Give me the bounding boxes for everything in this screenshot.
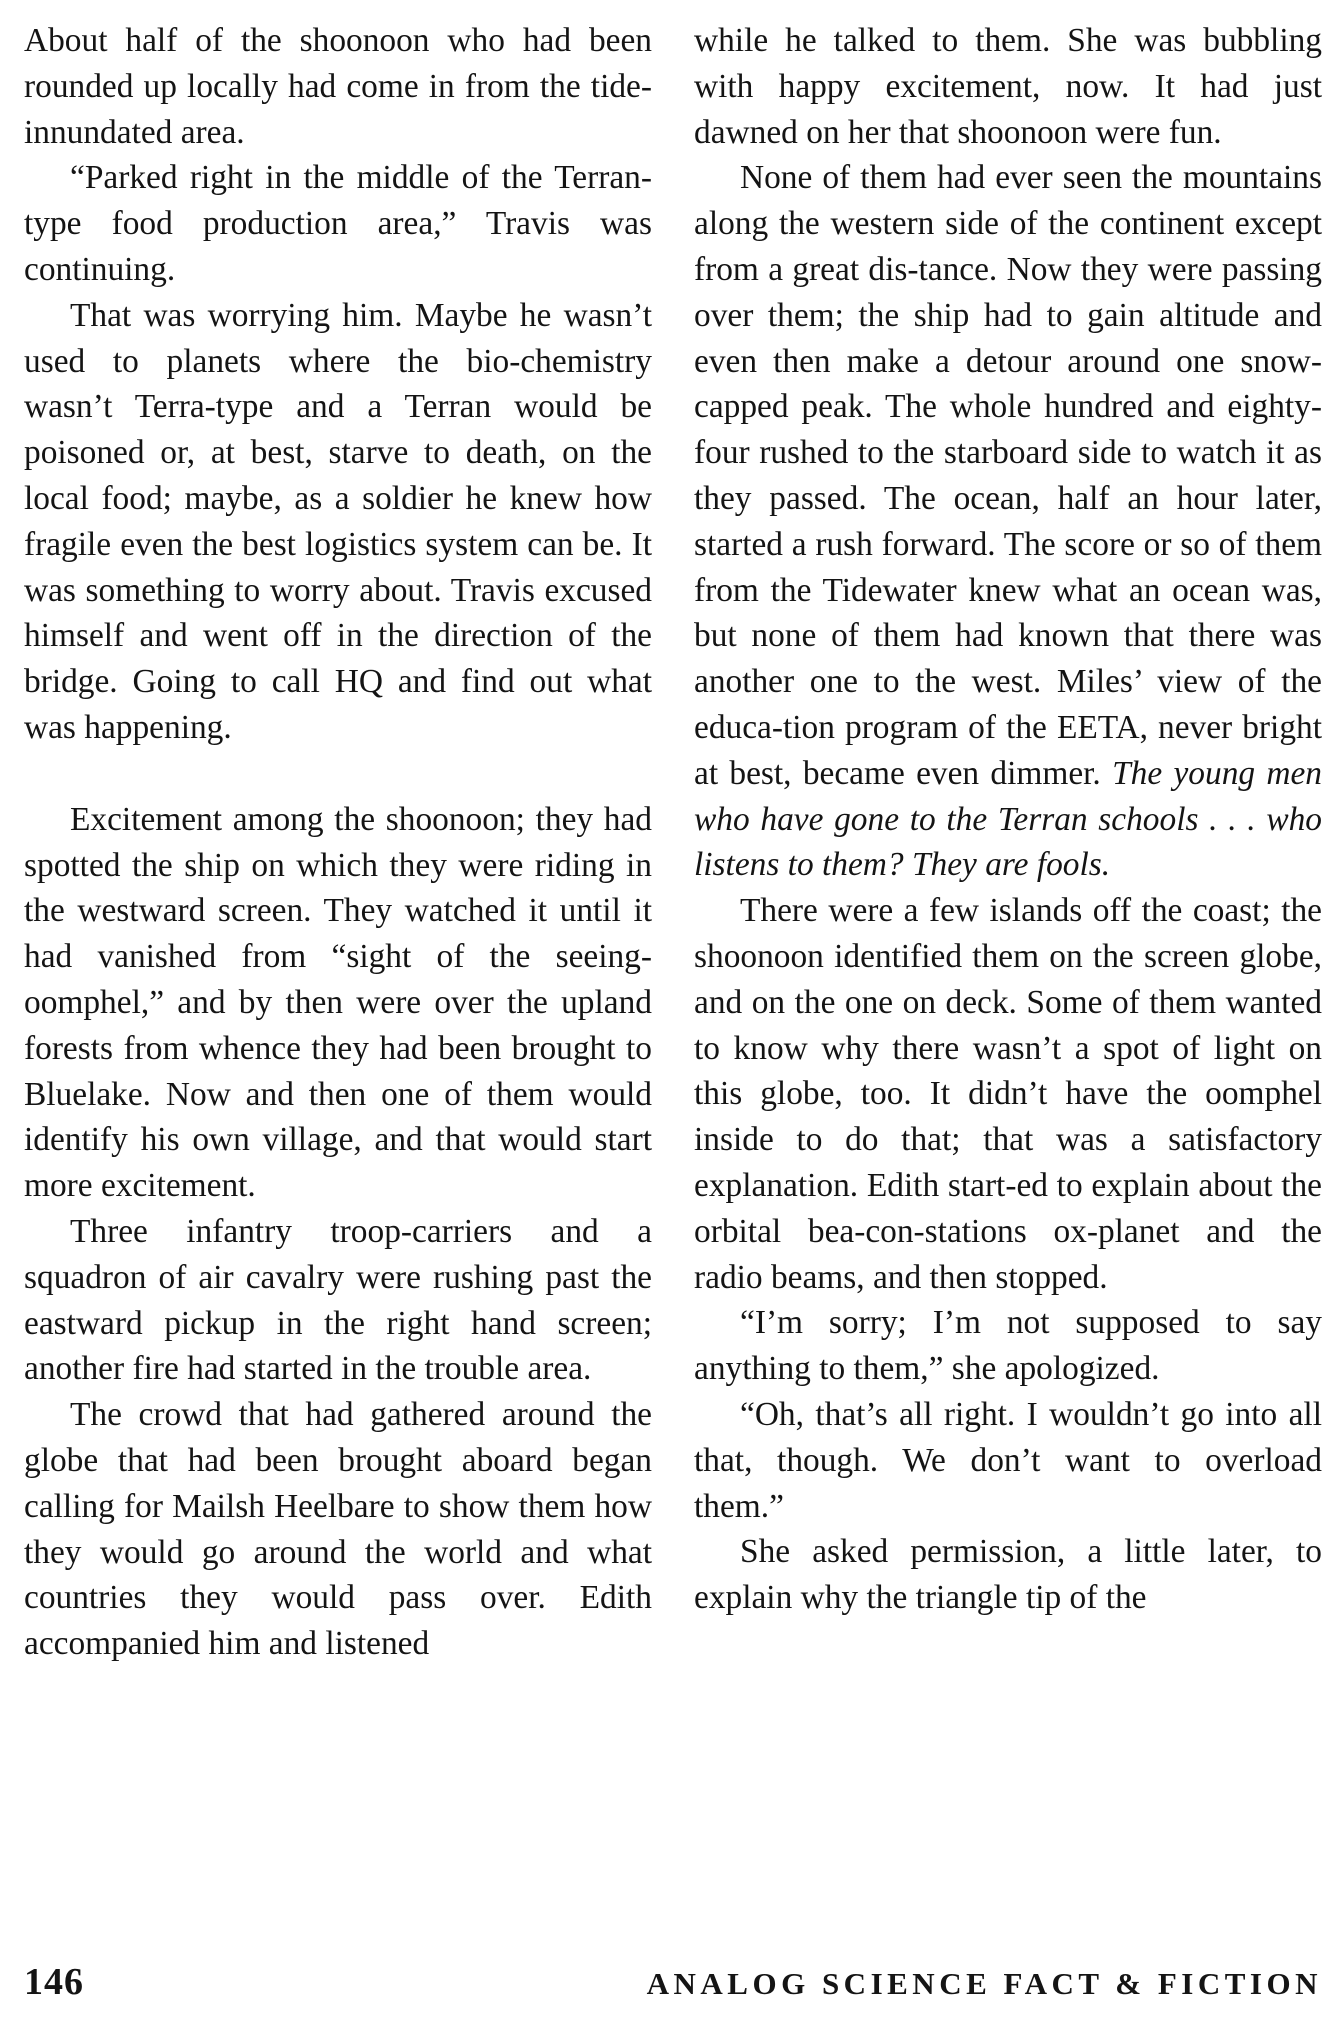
paragraph: Three infantry troop-carriers and a squadron of air cavalry were rushing past the eastward pickup in the right hand screen; another fire had started in the trouble area.	[24, 1212, 652, 1388]
paragraph: while he talked to them. She was bubbling with happy excitement, now. It had just dawned on her that shoonoon were fun.	[694, 22, 1322, 151]
page-footer	[24, 1960, 1322, 2004]
paragraph: There were a few islands off the coast; the shoonoon identified them on the screen globe, and on the one on deck. Some of them wanted to know why there wasn’t a spot of light on this globe, too. It didn’t have the oomphel inside to do that; that was a satisfactory explanation. Edith start-ed to explain about the orbital bea-con-stations ox-planet and the radio beams, and then stopped.	[694, 892, 1322, 1296]
paragraph: “I’m sorry; I’m not supposed to say anything to them,” she apologized.	[694, 1304, 1322, 1388]
paragraph: “Parked right in the middle of the Terran-type food production area,” Travis was continuing.	[24, 159, 652, 288]
paragraph: Excitement among the shoonoon; they had spotted the ship on which they were riding in the westward screen. They watched it until it had vanished from “sight of the seeing-oomphel,” and by then were over the upland forests from whence they had been brought to Bluelake. Now and then one of them would identify his own village, and that would start more excitement.	[24, 800, 652, 1205]
paragraph	[694, 155, 1322, 888]
paragraph: About half of the shoonoon who had been rounded up locally had come in from the tide-innundated area.	[24, 22, 652, 151]
running-title: ANALOG SCIENCE FACT & FICTION	[646, 1966, 1322, 2001]
paragraph: The crowd that had gathered around the globe that had been brought aboard began calling for Mailsh Heelbare to show them how they would go around the world and what countries they would pass over. Edith accompanied him and listened	[24, 1396, 652, 1663]
right-text-column	[694, 18, 1322, 1621]
italic-thought: The young men who have gone to the Terran schools . . . who listens to them? They are fools.	[694, 754, 1323, 884]
left-text-column	[24, 18, 652, 1667]
paragraph: That was worrying him. Maybe he wasn’t used to planets where the bio-chemistry wasn’t Terra-type and a Terran would be poisoned or, at best, starve to death, on the local food; maybe, as a soldier he knew how fragile even the best logistics system can be. It was something to worry about. Travis excused himself and went off in the direction of the bridge. Going to call HQ and find out what was happening.	[24, 296, 652, 746]
paragraph-text: None of them had ever seen the mountains along the western side of the continent except from a great dis-tance. Now they were passing over them; the ship had to gain altitude and even then make a detour around one snow-capped peak. The whole hundred and eighty-four rushed to the starboard side to watch it as they passed. The ocean, half an hour later, started a rush forward. The score or so of them from the Tidewater knew what an ocean was, but none of them had known that there was another one to the west. Miles’ view of the educa-tion program of the EETA, never bright at best, became even dimmer.	[694, 159, 1322, 792]
paragraph: She asked permission, a little later, to explain why the triangle tip of the	[694, 1533, 1322, 1617]
page-number: 146	[24, 1961, 84, 2003]
paragraph: “Oh, that’s all right. I wouldn’t go into all that, though. We don’t want to overload them.”	[694, 1395, 1322, 1525]
